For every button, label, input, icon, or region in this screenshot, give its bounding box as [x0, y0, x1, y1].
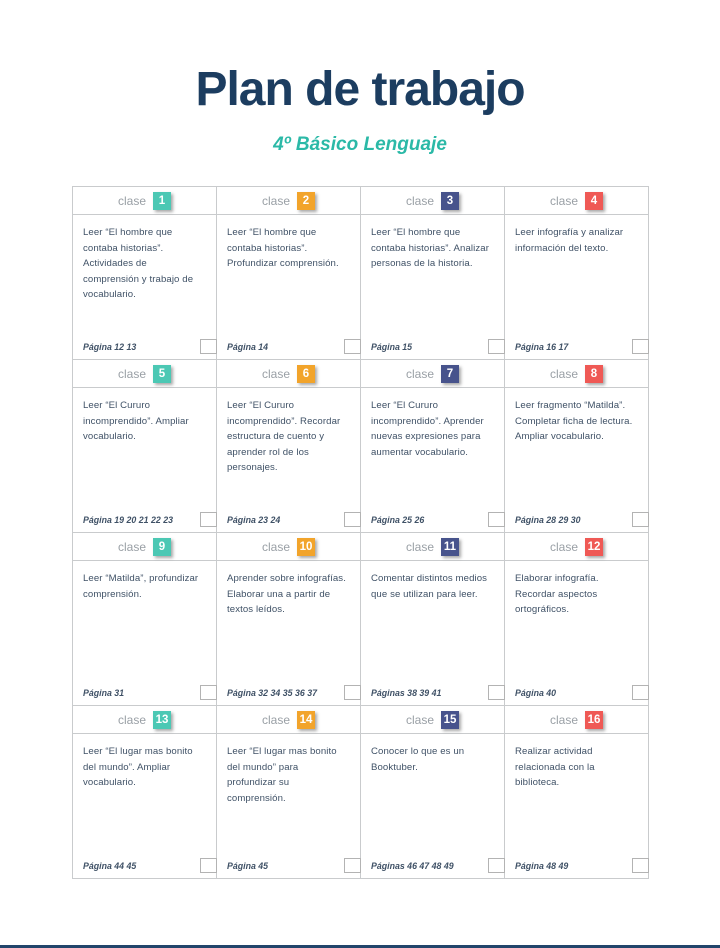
clase-label: clase [117, 193, 146, 208]
class-card-header [361, 360, 504, 388]
completion-checkbox[interactable] [632, 685, 649, 700]
class-activity-text: Leer “El hombre que contaba historias”. Analizar personas de la historia. [371, 227, 489, 270]
page-reference: Página 40 [515, 688, 557, 698]
class-number-badge: 15 [441, 711, 459, 729]
clase-label: clase [405, 193, 434, 208]
class-activity-text: Realizar actividad relacionada con la biblioteca. [515, 746, 595, 789]
class-card-header [505, 360, 648, 388]
class-card-6 [217, 360, 361, 533]
completion-checkbox[interactable] [200, 858, 217, 873]
completion-checkbox[interactable] [632, 858, 649, 873]
clase-label: clase [261, 712, 290, 727]
class-activity-text: Leer fragmento “Matilda”. Completar ficha de lectura. Ampliar vocabulario. [515, 400, 633, 443]
completion-checkbox[interactable] [344, 339, 361, 354]
page-reference: Página 31 [83, 688, 125, 698]
class-activity-text: Leer “El Cururo incomprendido”. Ampliar vocabulario. [83, 400, 189, 443]
class-card-header [505, 187, 648, 215]
completion-checkbox[interactable] [488, 512, 505, 527]
class-card-header [217, 706, 360, 734]
class-card-3 [361, 187, 505, 360]
completion-checkbox[interactable] [488, 685, 505, 700]
class-number-badge: 16 [585, 711, 603, 729]
class-card-8 [505, 360, 649, 533]
page-reference: Páginas 38 39 41 [371, 688, 442, 698]
page-reference: Página 45 [227, 861, 269, 871]
class-number-badge: 13 [153, 711, 171, 729]
completion-checkbox[interactable] [344, 685, 361, 700]
class-card-10 [217, 533, 361, 706]
class-card-15 [361, 706, 505, 879]
class-card-1 [73, 187, 217, 360]
class-activity-text: Aprender sobre infografías. Elaborar una a partir de textos leídos. [227, 573, 346, 616]
class-plan-grid [72, 186, 649, 879]
class-activity-text: Leer “El Cururo incomprendido”. Aprender nuevas expresiones para aumentar vocabulario. [371, 400, 484, 458]
class-card-header [73, 533, 216, 561]
page-reference: Página 15 [371, 342, 413, 352]
class-card-header [505, 533, 648, 561]
class-number-badge: 11 [441, 538, 459, 556]
class-activity-text: Conocer lo que es un Booktuber. [371, 746, 465, 773]
completion-checkbox[interactable] [344, 858, 361, 873]
completion-checkbox[interactable] [632, 339, 649, 354]
class-card-7 [361, 360, 505, 533]
class-card-header [361, 533, 504, 561]
class-number-badge: 8 [585, 365, 603, 383]
class-card-9 [73, 533, 217, 706]
class-activity-text: Leer “Matilda”, profundizar comprensión. [83, 573, 199, 600]
page-reference: Página 14 [227, 342, 269, 352]
page-reference: Página 19 20 21 22 23 [83, 515, 173, 525]
clase-label: clase [117, 539, 146, 554]
clase-label: clase [261, 193, 290, 208]
class-activity-text: Leer “El hombre que contaba historias”. Profundizar comprensión. [227, 227, 339, 270]
class-number-badge: 10 [297, 538, 315, 556]
page-reference: Página 23 24 [227, 515, 281, 525]
class-number-badge: 4 [585, 192, 603, 210]
class-number-badge: 12 [585, 538, 603, 556]
class-card-4 [505, 187, 649, 360]
clase-label: clase [261, 366, 290, 381]
class-card-2 [217, 187, 361, 360]
page-reference: Página 44 45 [83, 861, 137, 871]
class-card-16 [505, 706, 649, 879]
page-reference: Páginas 46 47 48 49 [371, 861, 454, 871]
completion-checkbox[interactable] [488, 339, 505, 354]
class-number-badge: 2 [297, 192, 315, 210]
clase-label: clase [405, 366, 434, 381]
class-card-header [361, 187, 504, 215]
completion-checkbox[interactable] [200, 339, 217, 354]
class-activity-text: Leer infografía y analizar información del texto. [515, 227, 624, 254]
clase-label: clase [549, 366, 578, 381]
class-activity-text: Leer “El lugar mas bonito del mundo” para profundizar su comprensión. [227, 746, 337, 804]
page-reference: Página 16 17 [515, 342, 569, 352]
class-card-header [361, 706, 504, 734]
page-reference: Página 32 34 35 36 37 [227, 688, 317, 698]
class-card-5 [73, 360, 217, 533]
class-number-badge: 6 [297, 365, 315, 383]
clase-label: clase [405, 539, 434, 554]
clase-label: clase [261, 539, 290, 554]
page-subtitle: 4º Básico Lenguaje [273, 134, 447, 155]
class-number-badge: 7 [441, 365, 459, 383]
clase-label: clase [549, 539, 578, 554]
class-activity-text: Elaborar infografía. Recordar aspectos ortográficos. [515, 573, 599, 616]
page-reference: Página 28 29 30 [515, 515, 581, 525]
page-title: Plan de trabajo [195, 63, 525, 116]
class-number-badge: 14 [297, 711, 315, 729]
class-activity-text: Leer “El Cururo incomprendido”. Recordar estructura de cuento y aprender rol de los personajes. [227, 400, 341, 474]
class-card-header [73, 706, 216, 734]
completion-checkbox[interactable] [344, 512, 361, 527]
class-card-13 [73, 706, 217, 879]
class-card-header [73, 187, 216, 215]
class-card-header [505, 706, 648, 734]
class-card-header [73, 360, 216, 388]
class-activity-text: Comentar distintos medios que se utilizan para leer. [371, 573, 488, 600]
page-reference: Página 48 49 [515, 861, 569, 871]
class-card-11 [361, 533, 505, 706]
page-reference: Página 25 26 [371, 515, 425, 525]
completion-checkbox[interactable] [200, 685, 217, 700]
class-number-badge: 3 [441, 192, 459, 210]
completion-checkbox[interactable] [632, 512, 649, 527]
page-reference: Página 12 13 [83, 342, 137, 352]
clase-label: clase [117, 366, 146, 381]
class-card-14 [217, 706, 361, 879]
class-number-badge: 1 [153, 192, 171, 210]
clase-label: clase [405, 712, 434, 727]
class-card-header [217, 187, 360, 215]
class-number-badge: 9 [153, 538, 171, 556]
completion-checkbox[interactable] [488, 858, 505, 873]
completion-checkbox[interactable] [200, 512, 217, 527]
class-activity-text: Leer “El hombre que contaba historias”. Actividades de comprensión y trabajo de vocabulario. [83, 227, 194, 301]
clase-label: clase [549, 193, 578, 208]
class-card-header [217, 533, 360, 561]
clase-label: clase [549, 712, 578, 727]
class-number-badge: 5 [153, 365, 171, 383]
clase-label: clase [117, 712, 146, 727]
class-activity-text: Leer “El lugar mas bonito del mundo”. Ampliar vocabulario. [83, 746, 193, 789]
class-card-header [217, 360, 360, 388]
class-card-12 [505, 533, 649, 706]
